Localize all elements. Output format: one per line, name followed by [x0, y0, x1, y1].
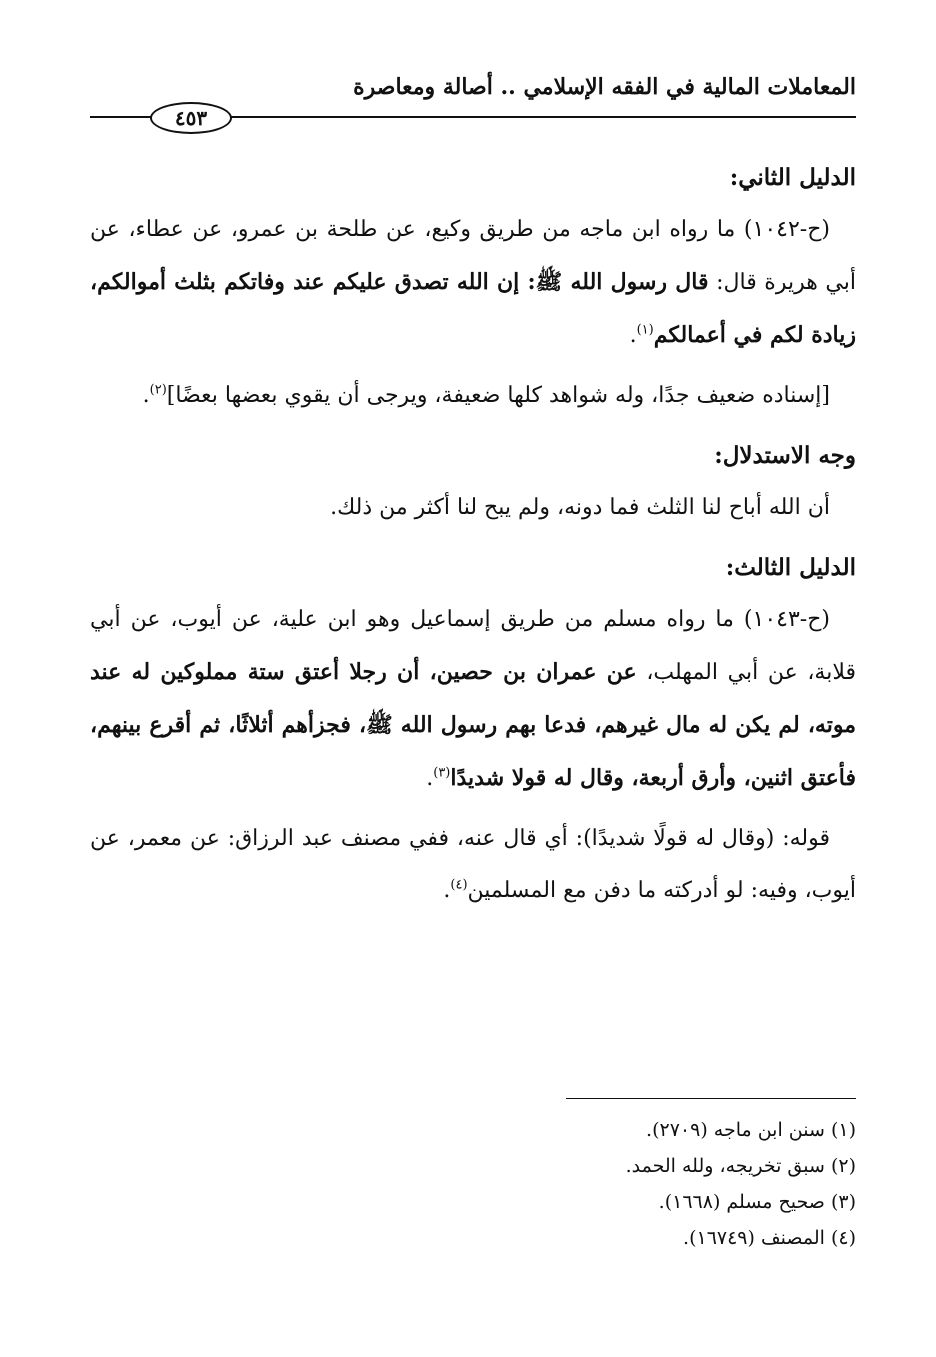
footnote-marker-2: (٢) [149, 382, 167, 398]
page-number: ٤٥٣ [150, 102, 232, 134]
hadith-1043 [90, 594, 856, 805]
heading-inference: وجه الاستدلال: [714, 442, 856, 469]
commentary [90, 813, 856, 917]
inference-text: أن الله أباح لنا الثلث فما دونه، ولم يبح لنا أكثر من ذلك. [330, 495, 830, 520]
grading-note [90, 370, 856, 422]
hadith-ref: (ح-١٠٤٢) [743, 217, 830, 242]
grading-text: [إسناده ضعيف جدًا، وله شواهد كلها ضعيفة، ويرجى أن يقوي بعضها بعضًا] [166, 383, 830, 408]
heading-second-evidence: الدليل الثاني: [729, 164, 856, 191]
footnote-2: (٢) سبق تخريجه، ولله الحمد. [625, 1155, 856, 1177]
hadith-quote: قال رسول الله ﷺ: إن الله تصدق عليكم عند وفاتكم بثلث أموالكم، زيادة لكم في أعمالكم [90, 269, 856, 348]
period: . [426, 766, 434, 791]
page-body [90, 152, 856, 925]
period: . [629, 323, 637, 348]
hadith-ref: (ح-١٠٤٣) [743, 607, 830, 632]
period: . [142, 383, 150, 408]
period: . [443, 878, 451, 903]
footnote-4: (٤) المصنف (١٦٧٤٩). [683, 1227, 856, 1249]
footnote-marker-4: (٤) [450, 877, 468, 893]
commentary-text: قوله: (وقال له قولًا شديدًا): أي قال عنه، ففي مصنف عبد الرزاق: عن معمر، عن أيوب، وفيه: لو أدركته ما دفن مع المسلمين [90, 826, 856, 903]
hadith-1042 [90, 204, 856, 362]
running-header [90, 68, 856, 130]
heading-third-evidence: الدليل الثالث: [725, 554, 856, 581]
hadith-chain: ما رواه مسلم من طريق إسماعيل وهو ابن علية، عن أيوب، عن أبي قلابة، عن أبي المهلب، [90, 607, 856, 685]
footnote-marker-1: (١) [636, 322, 654, 338]
hadith-chain: ما رواه ابن ماجه من طريق وكيع، عن طلحة بن عمرو، عن عطاء، عن أبي هريرة قال: [90, 217, 856, 295]
book-title: المعاملات المالية في الفقه الإسلامي .. أصالة ومعاصرة [353, 74, 856, 100]
footnote-marker-3: (٣) [433, 765, 451, 781]
footnote-1: (١) سنن ابن ماجه (٢٧٠٩). [646, 1119, 856, 1141]
hadith-quote: عن عمران بن حصين، أن رجلا أعتق ستة مملوكين له عند موته، لم يكن له مال غيرهم، فدعا بهم رسول الله ﷺ، فجزأهم أثلاثًا، ثم أقرع بينهم، فأعتق اثنين، وأرق أربعة، وقال له قولا شديدًا [90, 659, 856, 791]
footnote-3: (٣) صحيح مسلم (١٦٦٨). [658, 1191, 856, 1213]
footnote-separator [566, 1098, 856, 1099]
footnotes [90, 1112, 856, 1256]
